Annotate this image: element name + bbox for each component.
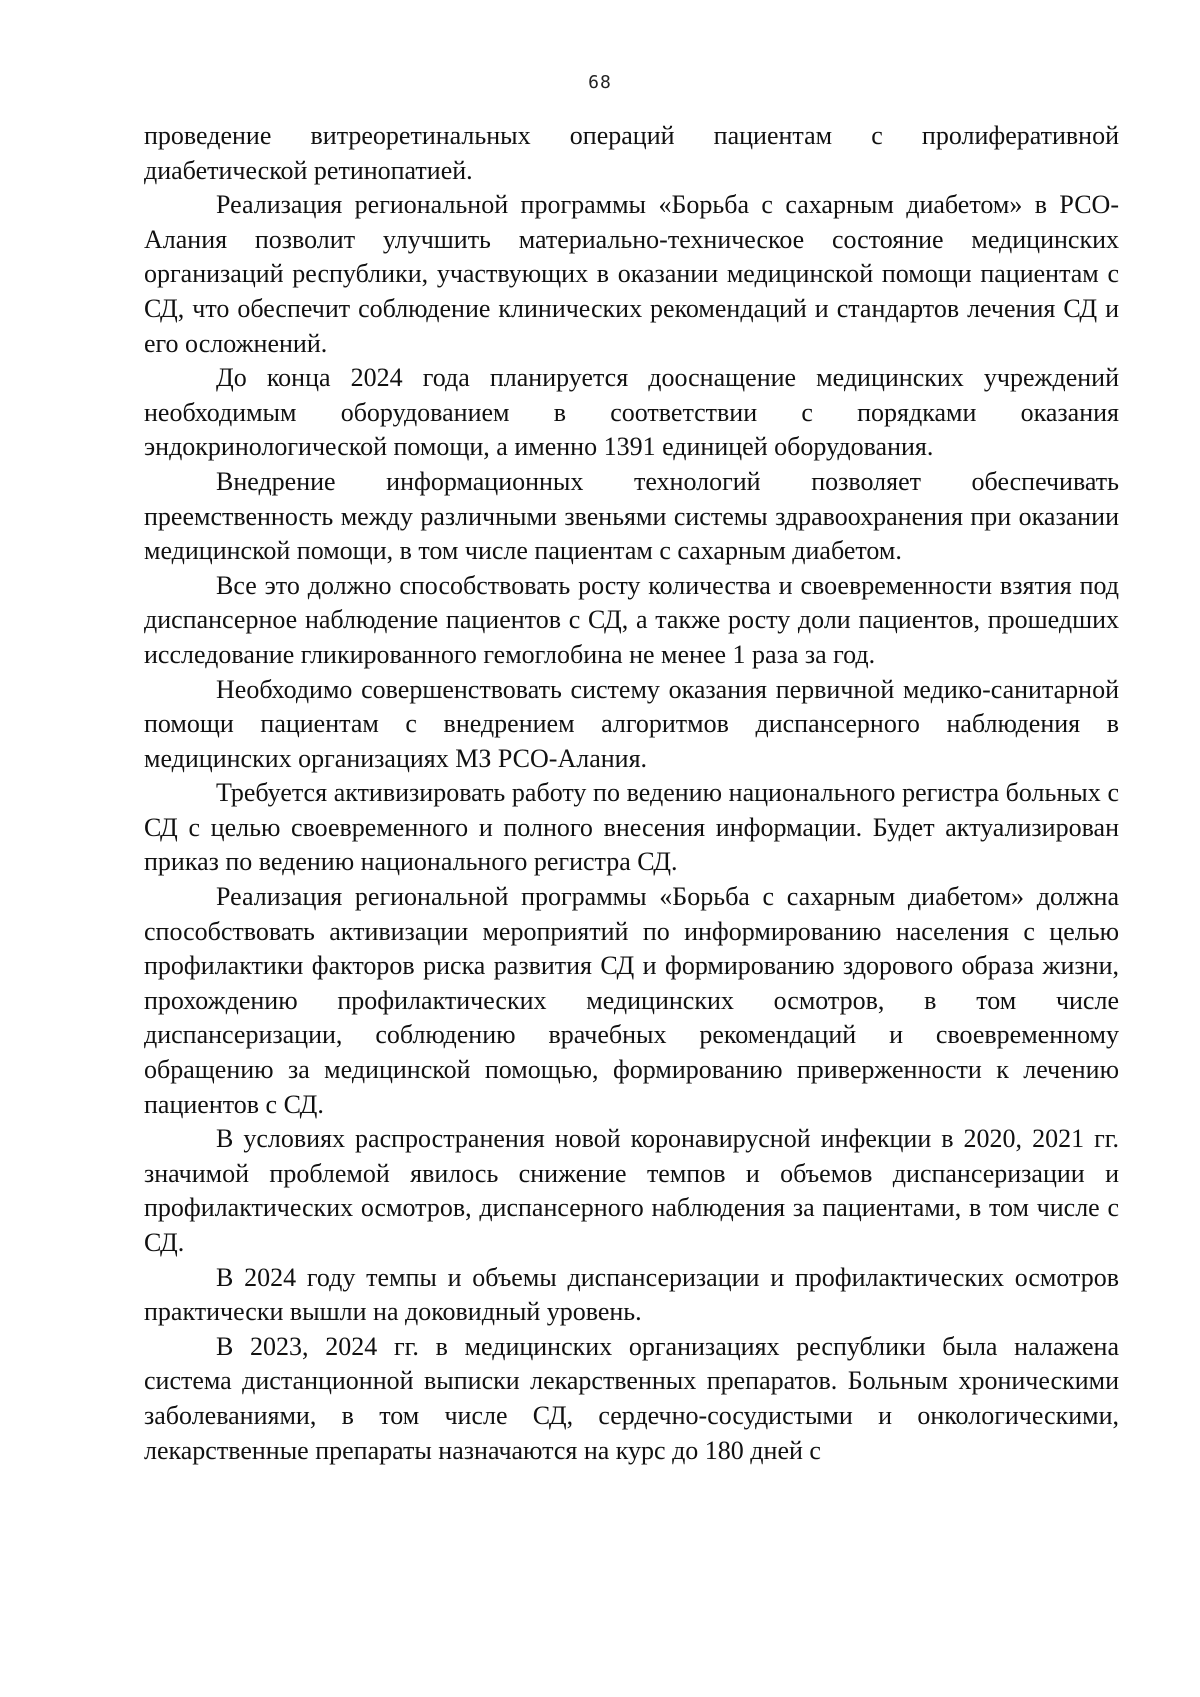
paragraph-dispensary-growth: Все это должно способствовать росту количества и своевременности взятия под диспансерное наблюдение пациентов с СД, а также росту доли пациентов, прошедших исследование гликированного гемоглобина не менее 1 раза за год. [144, 570, 1119, 669]
page-number: 68 [588, 72, 612, 93]
paragraph-covid-impact: В условиях распространения новой коронавирусной инфекции в 2020, 2021 гг. значимой проблемой явилось снижение темпов и объемов диспансеризации и профилактических осмотров, диспансерного наблюдения за пациентами, в том числе с СД. [144, 1124, 1119, 1257]
paragraph-primary-care-improvement: Необходимо совершенствовать систему оказания первичной медико-санитарной помощи пациентам с внедрением алгоритмов диспансерного наблюдения в медицинских организациях МЗ РСО-Алания. [144, 674, 1119, 773]
paragraph-regional-program-equipment: Реализация региональной программы «Борьба с сахарным диабетом» в РСО-Алания позволит улучшить материально-техническое состояние медицинских организаций республики, участвующих в оказании медицинской помощи пациентам с СД, что обеспечит соблюдение клинических рекомендаций и стандартов лечения СД и его осложнений. [144, 190, 1119, 358]
paragraph-national-register: Требуется активизировать работу по ведению национального регистра больных с СД с целью своевременного и полного внесения информации. Будет актуализирован приказ по ведению национального регистра СД. [144, 778, 1119, 877]
paragraph-continuation: проведение витреоретинальных операций пациентам с пролиферативной диабетической ретинопатией. [144, 121, 1119, 185]
paragraph-information-technologies: Внедрение информационных технологий позволяет обеспечивать преемственность между различными звеньями системы здравоохранения при оказании медицинской помощи, в том числе пациентам с сахарным диабетом. [144, 466, 1119, 566]
paragraph-remote-prescription: В 2023, 2024 гг. в медицинских организациях республики была налажена система дистанционной выписки лекарственных препаратов. Больным хроническими заболеваниями, в том числе СД, сердечно-сосудистыми и онкологическими, лекарственные препараты назначаются на курс до 180 дней с [144, 1331, 1119, 1465]
paragraph-2024-recovery: В 2024 году темпы и объемы диспансеризации и профилактических осмотров практически вышли на доковидный уровень. [144, 1262, 1119, 1327]
document-body [144, 119, 1119, 1468]
paragraph-public-information: Реализация региональной программы «Борьба с сахарным диабетом» должна способствовать активизации мероприятий по информированию населения с целью профилактики факторов риска развития СД и формированию здорового образа жизни, прохождению профилактических медицинских осмотров, в том числе диспансеризации, соблюдению врачебных рекомендаций и своевременному обращению за медицинской помощью, формированию приверженности к лечению пациентов с СД. [144, 882, 1119, 1119]
paragraph-equipment-plan-2024: До конца 2024 года планируется дооснащение медицинских учреждений необходимым оборудованием в соответствии с порядками оказания эндокринологической помощи, а именно 1391 единицей оборудования. [144, 363, 1119, 462]
